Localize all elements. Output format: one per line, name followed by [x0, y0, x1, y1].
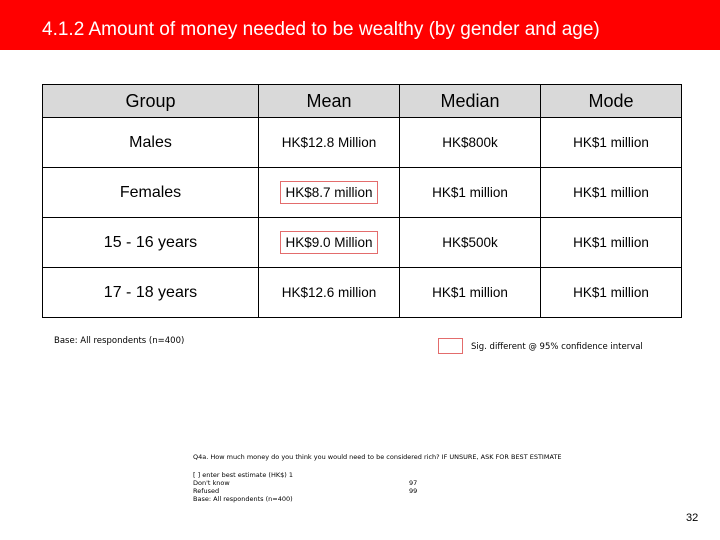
median-value: HK$1 million	[432, 285, 508, 300]
base-note: Base: All respondents (n=400)	[54, 336, 185, 346]
median-value: HK$500k	[442, 235, 498, 250]
median-value: HK$1 million	[432, 185, 508, 200]
median-cell	[400, 168, 541, 218]
significance-legend-label: Sig. different @ 95% confidence interval	[471, 342, 643, 352]
mean-cell	[259, 218, 400, 268]
group-cell: 15 - 16 years	[43, 218, 259, 268]
mode-cell	[541, 168, 682, 218]
mean-value: HK$12.8 Million	[281, 135, 377, 150]
table-row	[43, 168, 682, 218]
question-text: Q4a. How much money do you think you would need to be considered rich? IF UNSURE, ASK FOR BEST ESTIMATE	[193, 453, 562, 461]
question-option-code: 97	[409, 479, 418, 487]
mean-value-significant: HK$8.7 million	[280, 181, 377, 204]
question-option: Refused	[193, 487, 220, 495]
mode-value: HK$1 million	[573, 185, 649, 200]
group-cell: Males	[43, 118, 259, 168]
table-row	[43, 118, 682, 168]
significance-legend-swatch	[438, 338, 463, 354]
table-row	[43, 218, 682, 268]
group-cell: Females	[43, 168, 259, 218]
header-group: Group	[43, 85, 259, 118]
question-base: Base: All respondents (n=400)	[193, 495, 293, 503]
page-number: 32	[686, 512, 699, 524]
table-row	[43, 268, 682, 318]
mode-cell	[541, 268, 682, 318]
results-table	[42, 84, 682, 318]
title-bar	[0, 0, 720, 50]
median-value: HK$800k	[442, 135, 498, 150]
mean-cell	[259, 168, 400, 218]
question-option: [ ] enter best estimate (HK$) 1	[193, 471, 293, 479]
mean-value-significant: HK$9.0 Million	[280, 231, 377, 254]
page-title: 4.1.2 Amount of money needed to be wealthy (by gender and age)	[42, 19, 600, 40]
mode-value: HK$1 million	[573, 285, 649, 300]
header-mean: Mean	[259, 85, 400, 118]
mode-value: HK$1 million	[573, 135, 649, 150]
median-cell	[400, 118, 541, 168]
median-cell	[400, 218, 541, 268]
group-cell: 17 - 18 years	[43, 268, 259, 318]
question-option-code: 99	[409, 487, 418, 495]
header-mode: Mode	[541, 85, 682, 118]
mode-cell	[541, 218, 682, 268]
median-cell	[400, 268, 541, 318]
question-option: Don't know	[193, 479, 230, 487]
header-median: Median	[400, 85, 541, 118]
mean-cell	[259, 118, 400, 168]
mean-cell	[259, 268, 400, 318]
table-header-row	[43, 85, 682, 118]
mode-value: HK$1 million	[573, 235, 649, 250]
mode-cell	[541, 118, 682, 168]
mean-value: HK$12.6 million	[281, 285, 377, 300]
